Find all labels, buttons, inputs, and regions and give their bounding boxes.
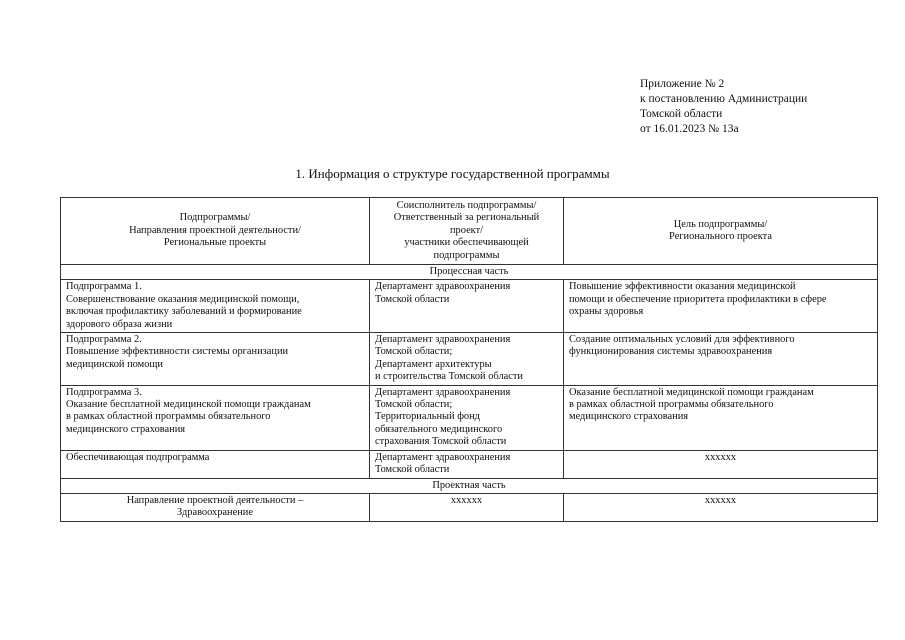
table-row <box>61 333 878 386</box>
structure-table <box>60 197 878 522</box>
table-header-row <box>61 198 878 265</box>
cell-line: Департамент здравоохранения <box>375 386 511 398</box>
cell-goal <box>564 493 878 521</box>
cell-coexecutor <box>370 385 564 450</box>
header-line: Соисполнитель подпрограммы/ <box>396 199 537 211</box>
header-subprograms <box>61 198 370 265</box>
section-row-process <box>61 265 878 280</box>
cell-line: медицинского страхования <box>66 423 186 435</box>
cell-goal <box>564 385 878 450</box>
cell-line: Подпрограмма 2. <box>66 334 142 346</box>
cell-line: Территориальный фонд <box>375 411 480 423</box>
header-line: Цель подпрограммы/ <box>673 218 768 230</box>
cell-line: Здравоохранение <box>177 507 253 519</box>
cell-line: Подпрограмма 3. <box>66 386 142 398</box>
appendix-block <box>640 77 807 137</box>
header-line: подпрограммы <box>433 249 500 261</box>
cell-goal <box>564 333 878 386</box>
appendix-line: Томской области <box>640 108 723 120</box>
cell-line: хххххх <box>704 494 737 506</box>
cell-subprogram <box>61 385 370 450</box>
cell-line: и строительства Томской области <box>375 371 523 383</box>
cell-line: Обеспечивающая подпрограмма <box>66 451 210 463</box>
cell-line: Совершенствование оказания медицинской помощи, <box>66 293 300 305</box>
cell-line: Департамент здравоохранения <box>375 281 511 293</box>
section-label: Проектная часть <box>61 478 878 493</box>
document-title: 1. Информация о структуре государственной программы <box>295 166 610 181</box>
section-row-project <box>61 478 878 493</box>
header-line: Направления проектной деятельности/ <box>129 224 301 236</box>
header-line: Регионального проекта <box>669 231 772 242</box>
header-line: проект/ <box>449 224 484 236</box>
cell-subprogram <box>61 280 370 333</box>
header-line: Подпрограммы/ <box>179 212 251 224</box>
cell-line: Повышение эффективности оказания медицинской <box>569 281 796 293</box>
header-line: Региональные проекты <box>163 237 267 249</box>
cell-line: Повышение эффективности системы организации <box>66 346 289 358</box>
appendix-line: Приложение № 2 <box>640 78 725 90</box>
cell-line: медицинской помощи <box>66 358 163 370</box>
header-goal <box>564 198 878 265</box>
cell-line: Томской области; <box>375 399 453 411</box>
cell-line: Оказание бесплатной медицинской помощи гражданам <box>66 399 311 411</box>
cell-line: Департамент архитектуры <box>375 358 492 370</box>
header-line: Ответственный за региональный <box>393 212 540 224</box>
section-label: Процессная часть <box>61 265 878 280</box>
header-coexecutor <box>370 198 564 265</box>
cell-line: Томской области; <box>375 346 453 358</box>
table-row <box>61 385 878 450</box>
cell-coexecutor <box>370 280 564 333</box>
header-line: участники обеспечивающей <box>404 237 529 249</box>
cell-line: хххххх <box>450 494 483 506</box>
cell-line: в рамках областной программы обязательного <box>66 411 271 423</box>
cell-line: включая профилактику заболеваний и формирование <box>66 306 302 318</box>
cell-line: Департамент здравоохранения <box>375 334 511 346</box>
cell-line: страхования Томской области <box>375 436 507 448</box>
cell-line: обязательного медицинского <box>375 423 503 435</box>
cell-subprogram <box>61 450 370 478</box>
cell-goal <box>564 450 878 478</box>
table-row <box>61 450 878 478</box>
table-row <box>61 280 878 333</box>
appendix-line: от 16.01.2023 № 13а <box>640 123 739 135</box>
cell-line: в рамках областной программы обязательного <box>569 399 774 411</box>
cell-subprogram <box>61 333 370 386</box>
cell-line: здорового образа жизни <box>66 318 173 330</box>
cell-line: помощи и обеспечение приоритета профилактики в сфере <box>569 293 827 305</box>
cell-line: охраны здоровья <box>569 306 644 318</box>
cell-line: Направление проектной деятельности – <box>126 494 304 506</box>
cell-line: Департамент здравоохранения <box>375 451 511 463</box>
cell-coexecutor <box>370 450 564 478</box>
cell-line: Создание оптимальных условий для эффективного <box>569 334 795 346</box>
cell-line: Томской области <box>375 293 450 305</box>
cell-line: медицинского страхования <box>569 411 689 423</box>
cell-line: хххххх <box>704 451 737 463</box>
table-row <box>61 493 878 521</box>
cell-line: Томской области <box>375 464 450 476</box>
cell-line: Подпрограмма 1. <box>66 281 142 293</box>
cell-line: Оказание бесплатной медицинской помощи гражданам <box>569 386 814 398</box>
cell-subprogram <box>61 493 370 521</box>
cell-line: функционирования системы здравоохранения <box>569 346 773 358</box>
cell-coexecutor <box>370 333 564 386</box>
cell-goal <box>564 280 878 333</box>
appendix-line: к постановлению Администрации <box>640 93 808 105</box>
cell-coexecutor <box>370 493 564 521</box>
